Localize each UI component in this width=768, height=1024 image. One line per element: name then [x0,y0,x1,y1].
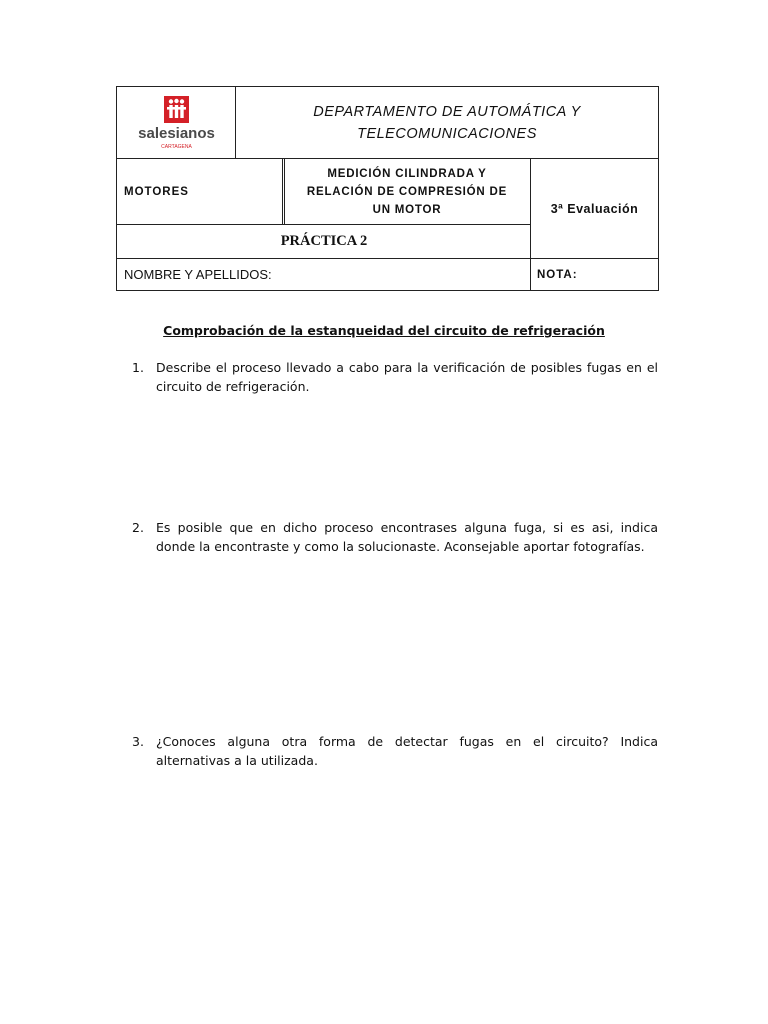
salesianos-logo [118,88,235,158]
question-text: Describe el proceso llevado a cabo para la verificación de posibles fugas en el circuito de refrigeración. [156,360,658,394]
question-number: 3. [132,734,144,749]
practice-title-line-3: UN MOTOR [372,204,442,216]
question-number: 2. [132,520,144,535]
question-2 [132,519,658,556]
table-divider [117,158,658,159]
question-1 [132,359,658,396]
practice-number: PRÁCTICA 2 [280,232,368,249]
logo-figures [167,99,186,118]
question-text: Es posible que en dicho proceso encontrases alguna fuga, si es asi, indica donde la encontraste y como la solucionaste. Aconsejable aportar fotografías. [156,520,658,554]
section-title: Comprobación de la estanqueidad del circuito de refrigeración [163,323,605,338]
question-text: ¿Conoces alguna otra forma de detectar fugas en el circuito? Indica alternativas a la utilizada. [156,734,658,768]
department-line-2: TELECOMUNICACIONES [357,126,537,142]
grade-field-label: NOTA: [537,268,578,281]
department-line-1: DEPARTAMENTO DE AUTOMÁTICA Y [313,104,581,120]
practice-title-line-1: MEDICIÓN CILINDRADA Y [327,168,487,180]
subject-label: MOTORES [124,186,189,198]
department-title [236,88,658,158]
question-3 [132,733,658,770]
logo-text: salesianos [138,125,215,142]
practice-title-line-2: RELACIÓN DE COMPRESIÓN DE [306,186,508,198]
logo-subtext: CARTAGENA [161,144,192,150]
question-number: 1. [132,360,144,375]
name-field-label: NOMBRE Y APELLIDOS: [124,267,272,282]
evaluation-label: 3ª Evaluación [550,202,639,216]
practice-title [284,160,530,224]
